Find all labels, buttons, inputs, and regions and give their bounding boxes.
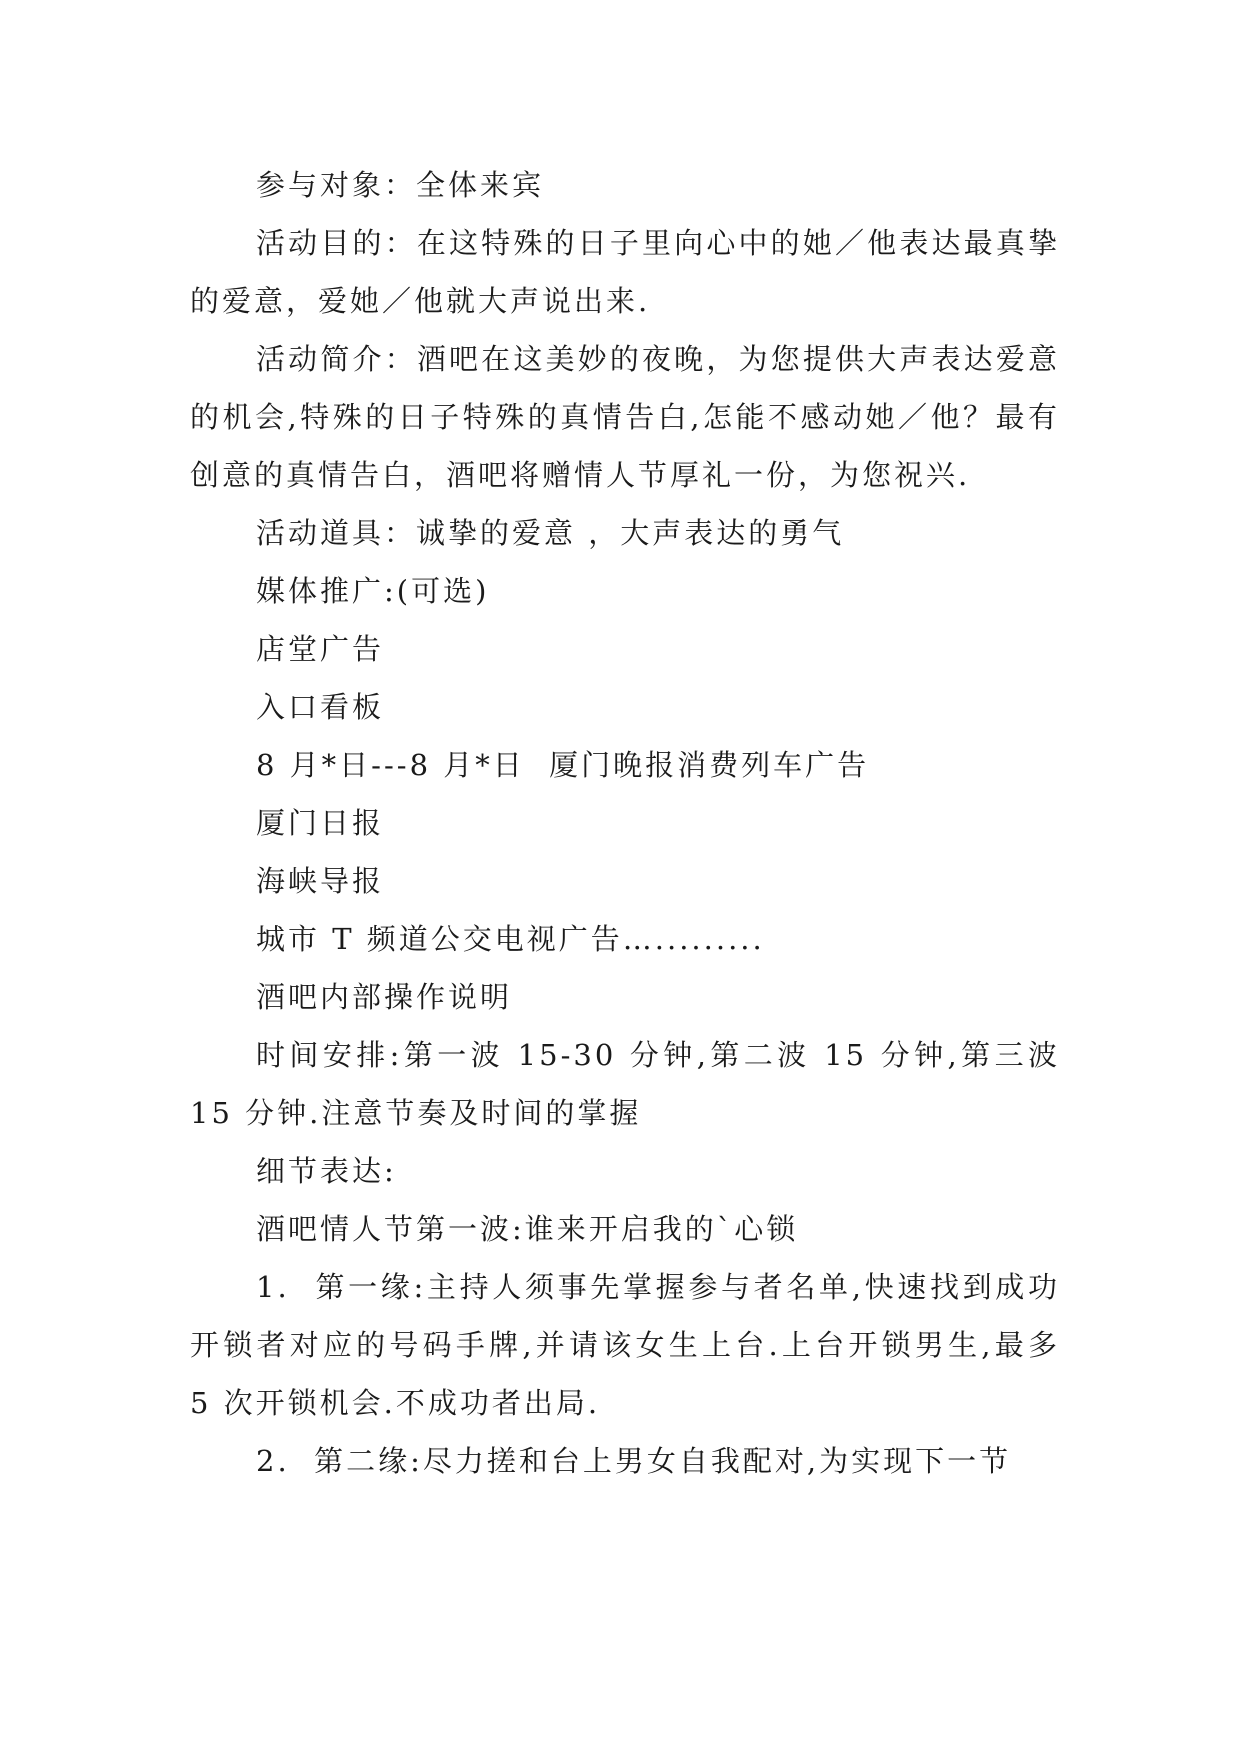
paragraph-xiamen-daily: 厦门日报 — [256, 806, 385, 840]
paragraph-entrance-board: 入口看板 — [256, 690, 385, 724]
paragraph-strait-herald: 海峡导报 — [256, 864, 385, 898]
paragraph-summary: 活动简介：酒吧在这美妙的夜晚，为您提供大声表达爱意的机会,特殊的日子特殊的真情告白,怎能不感动她／他？最有创意的真情告白，酒吧将赠情人节厚礼一份，为您祝兴. — [190, 342, 1060, 492]
paragraph-city-tv-ad: 城市 T 频道公交电视广告…......... — [256, 922, 765, 956]
paragraph-store-ads: 店堂广告 — [256, 632, 385, 666]
paragraph-item-1: 1. 第一缘:主持人须事先掌握参与者名单,快速找到成功开锁者对应的号码手牌,并请该女生上台.上台开锁男生,最多 5 次开锁机会.不成功者出局. — [190, 1270, 1073, 1420]
paragraph-details: 细节表达: — [256, 1154, 397, 1188]
document-page — [190, 156, 1073, 1490]
paragraph-item-2: 2. 第二缘:尽力搓和台上男女自我配对,为实现下一节 — [256, 1444, 1012, 1478]
paragraph-props: 活动道具：诚挚的爱意 ，大声表达的勇气 — [256, 516, 845, 550]
paragraph-media-promotion: 媒体推广:(可选) — [256, 574, 490, 608]
paragraph-evening-paper-ad: 8 月*日---8 月*日 厦门晚报消费列车广告 — [256, 748, 870, 782]
paragraph-internal-operations: 酒吧内部操作说明 — [256, 980, 513, 1014]
paragraph-purpose: 活动目的：在这特殊的日子里向心中的她／他表达最真挚的爱意，爱她／他就大声说出来. — [190, 226, 1060, 318]
paragraph-schedule: 时间安排:第一波 15-30 分钟,第二波 15 分钟,第三波 15 分钟.注意节奏及时间的掌握 — [190, 1038, 1073, 1130]
paragraph-first-wave: 酒吧情人节第一波:谁来开启我的`心锁 — [256, 1212, 799, 1246]
paragraph-participants: 参与对象：全体来宾 — [256, 168, 545, 202]
